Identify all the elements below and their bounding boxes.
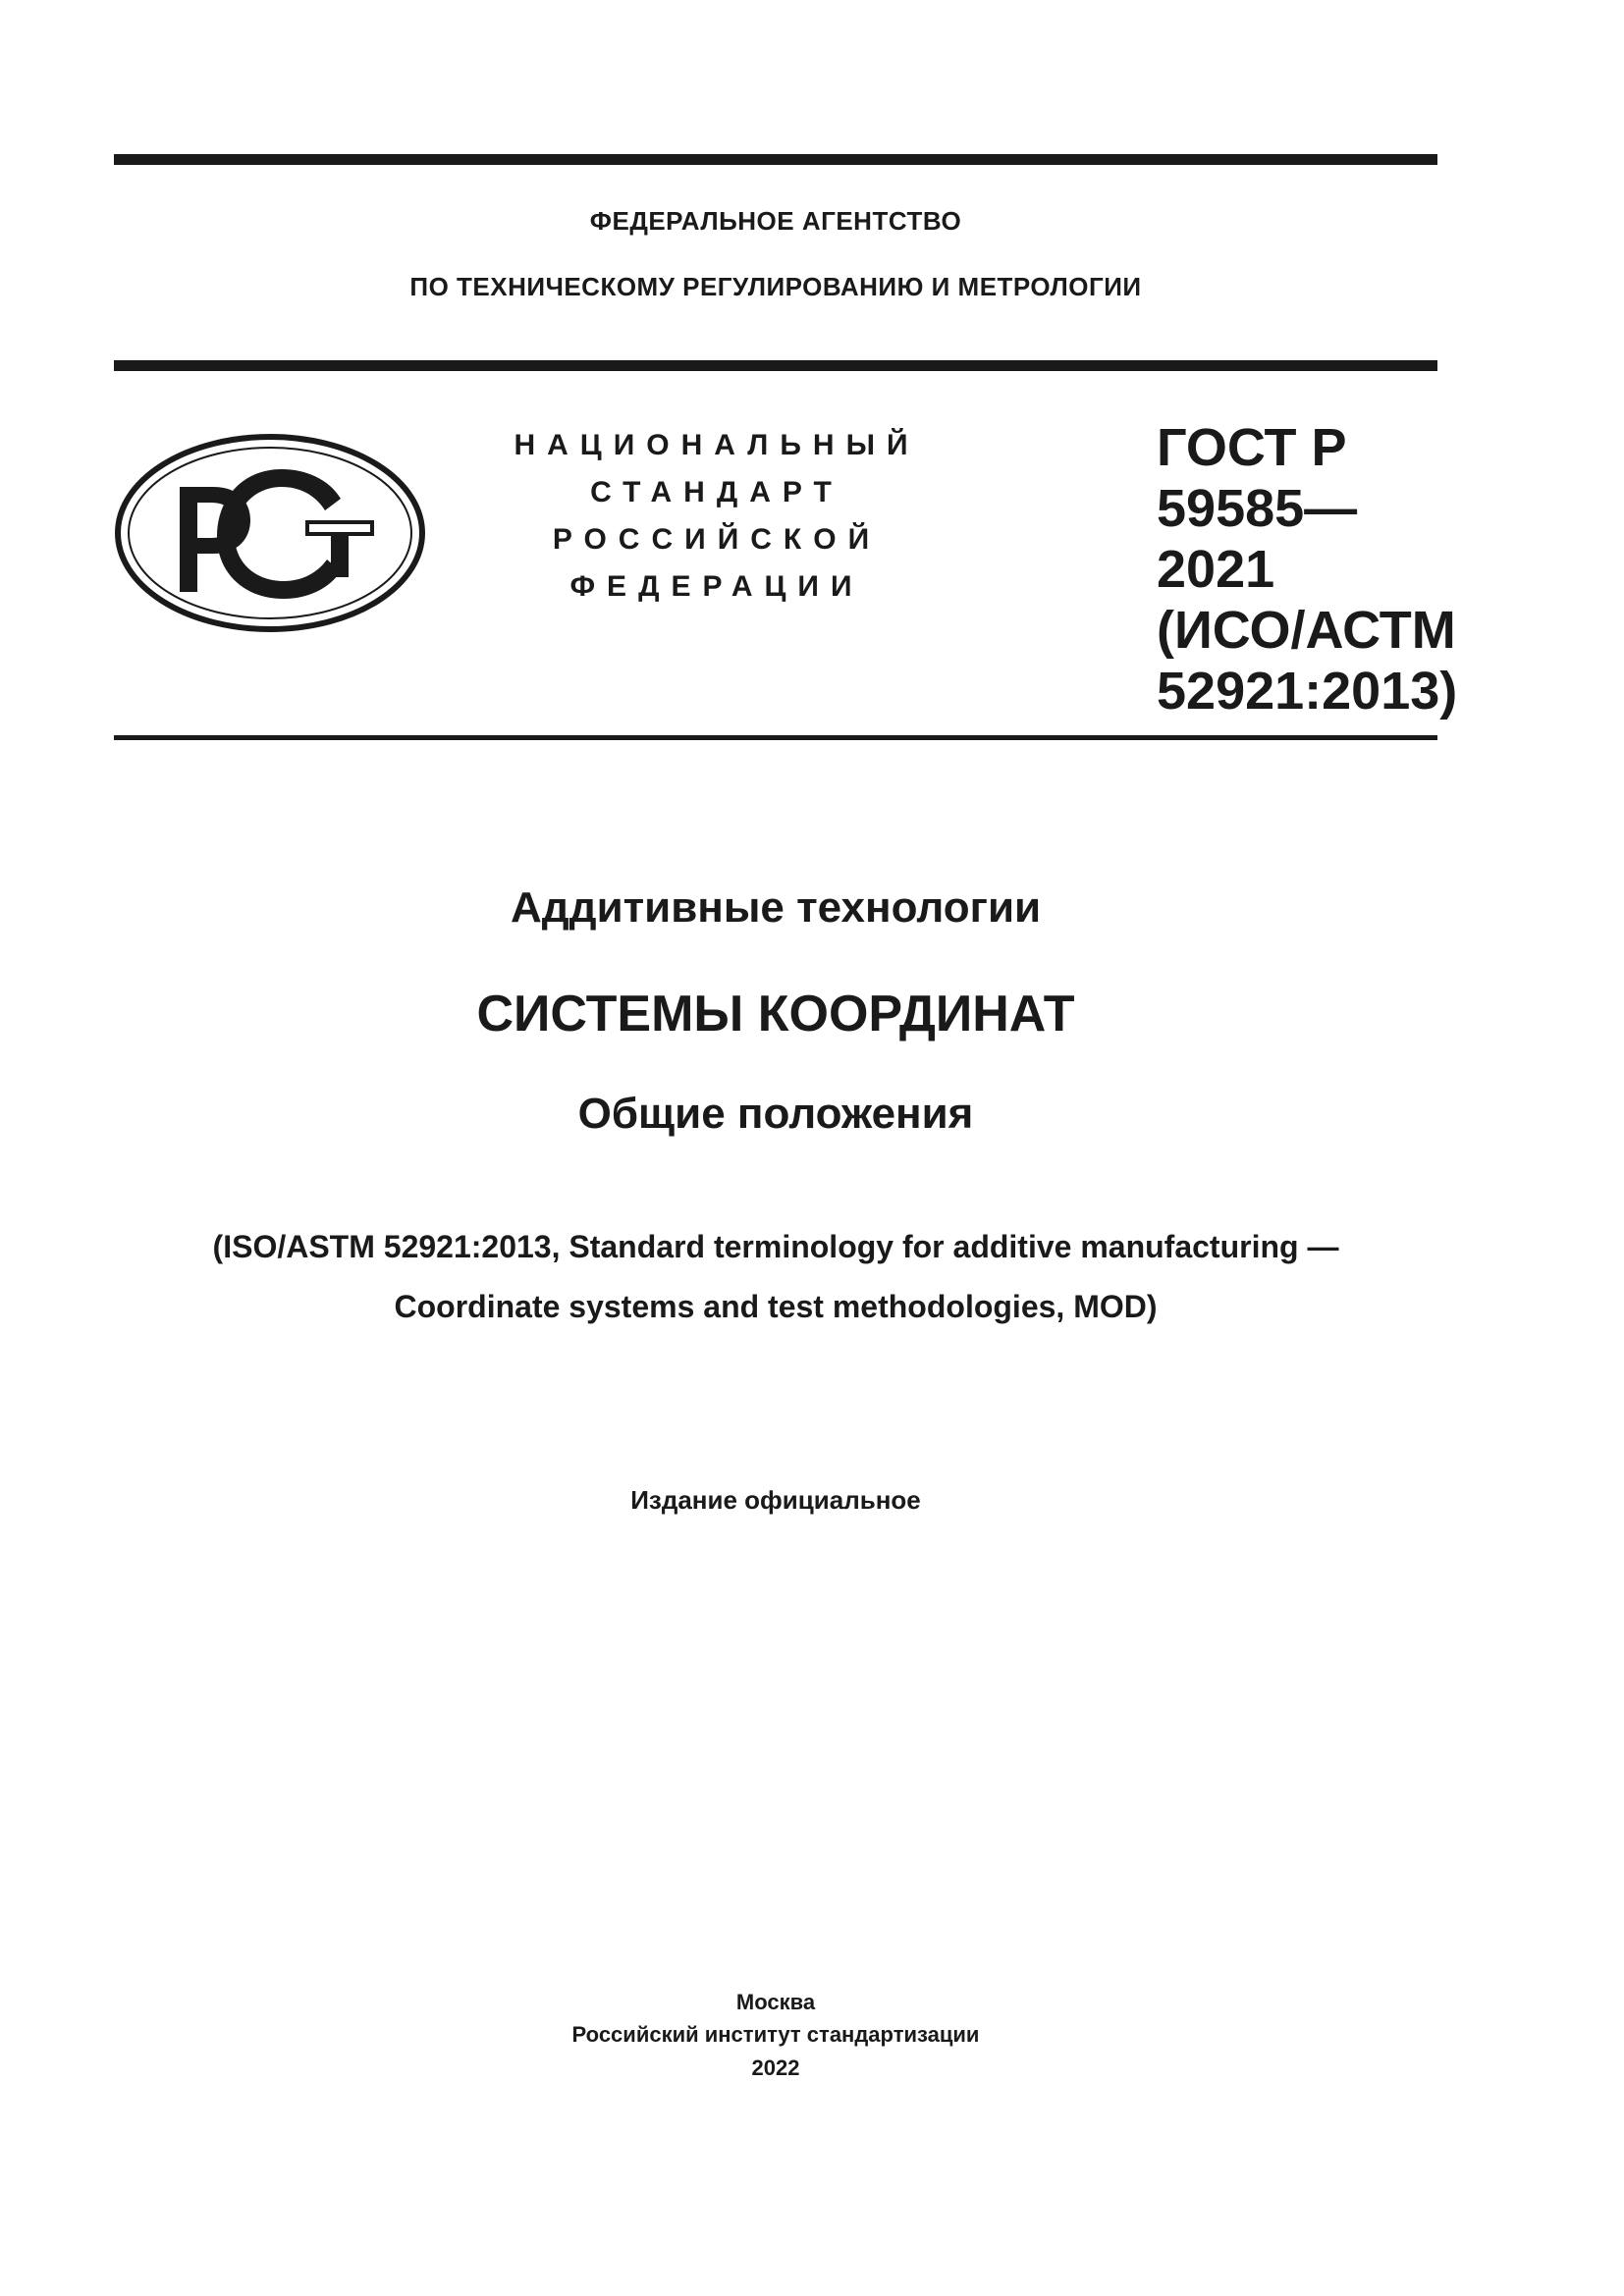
national-standard-line-4: ФЕДЕРАЦИИ [569,570,864,603]
title-line-1: Аддитивные технологии [510,883,1042,932]
national-standard-line-1: НАЦИОНАЛЬНЫЙ [514,429,920,461]
designation-line-1: ГОСТ Р [1157,418,1347,477]
edition-label: Издание официальное [630,1485,921,1515]
header-bottom-rule [114,735,1437,740]
designation-line-4: (ИСО/АСТМ [1157,601,1456,660]
imprint-city: Москва [735,1990,816,2014]
imprint-publisher: Российский институт стандартизации [571,2022,980,2047]
top-rule [114,154,1437,165]
national-standard-line-2: СТАНДАРТ [590,476,843,508]
header-rule [114,360,1437,371]
imprint-year: 2022 [751,2056,800,2080]
rst-logo [113,430,427,636]
international-reference-line-2: Coordinate systems and test methodologies, MOD) [394,1289,1158,1324]
designation-line-2: 59585— [1157,479,1358,538]
agency-line-1: ФЕДЕРАЛЬНОЕ АГЕНТСТВО [589,206,962,236]
agency-line-2: ПО ТЕХНИЧЕСКОМУ РЕГУЛИРОВАНИЮ И МЕТРОЛОГИИ [409,272,1142,301]
designation-line-5: 52921:2013) [1157,662,1458,721]
title-line-3: Общие положения [577,1090,974,1138]
title-line-2: СИСТЕМЫ КООРДИНАТ [476,986,1075,1042]
rst-logo-icon [113,430,427,636]
national-standard-line-3: РОССИЙСКОЙ [552,523,882,556]
international-reference-line-1: (ISO/ASTM 52921:2013, Standard terminology for additive manufacturing — [212,1229,1339,1264]
standard-designation [1157,417,1457,721]
designation-line-3: 2021 [1157,540,1275,599]
